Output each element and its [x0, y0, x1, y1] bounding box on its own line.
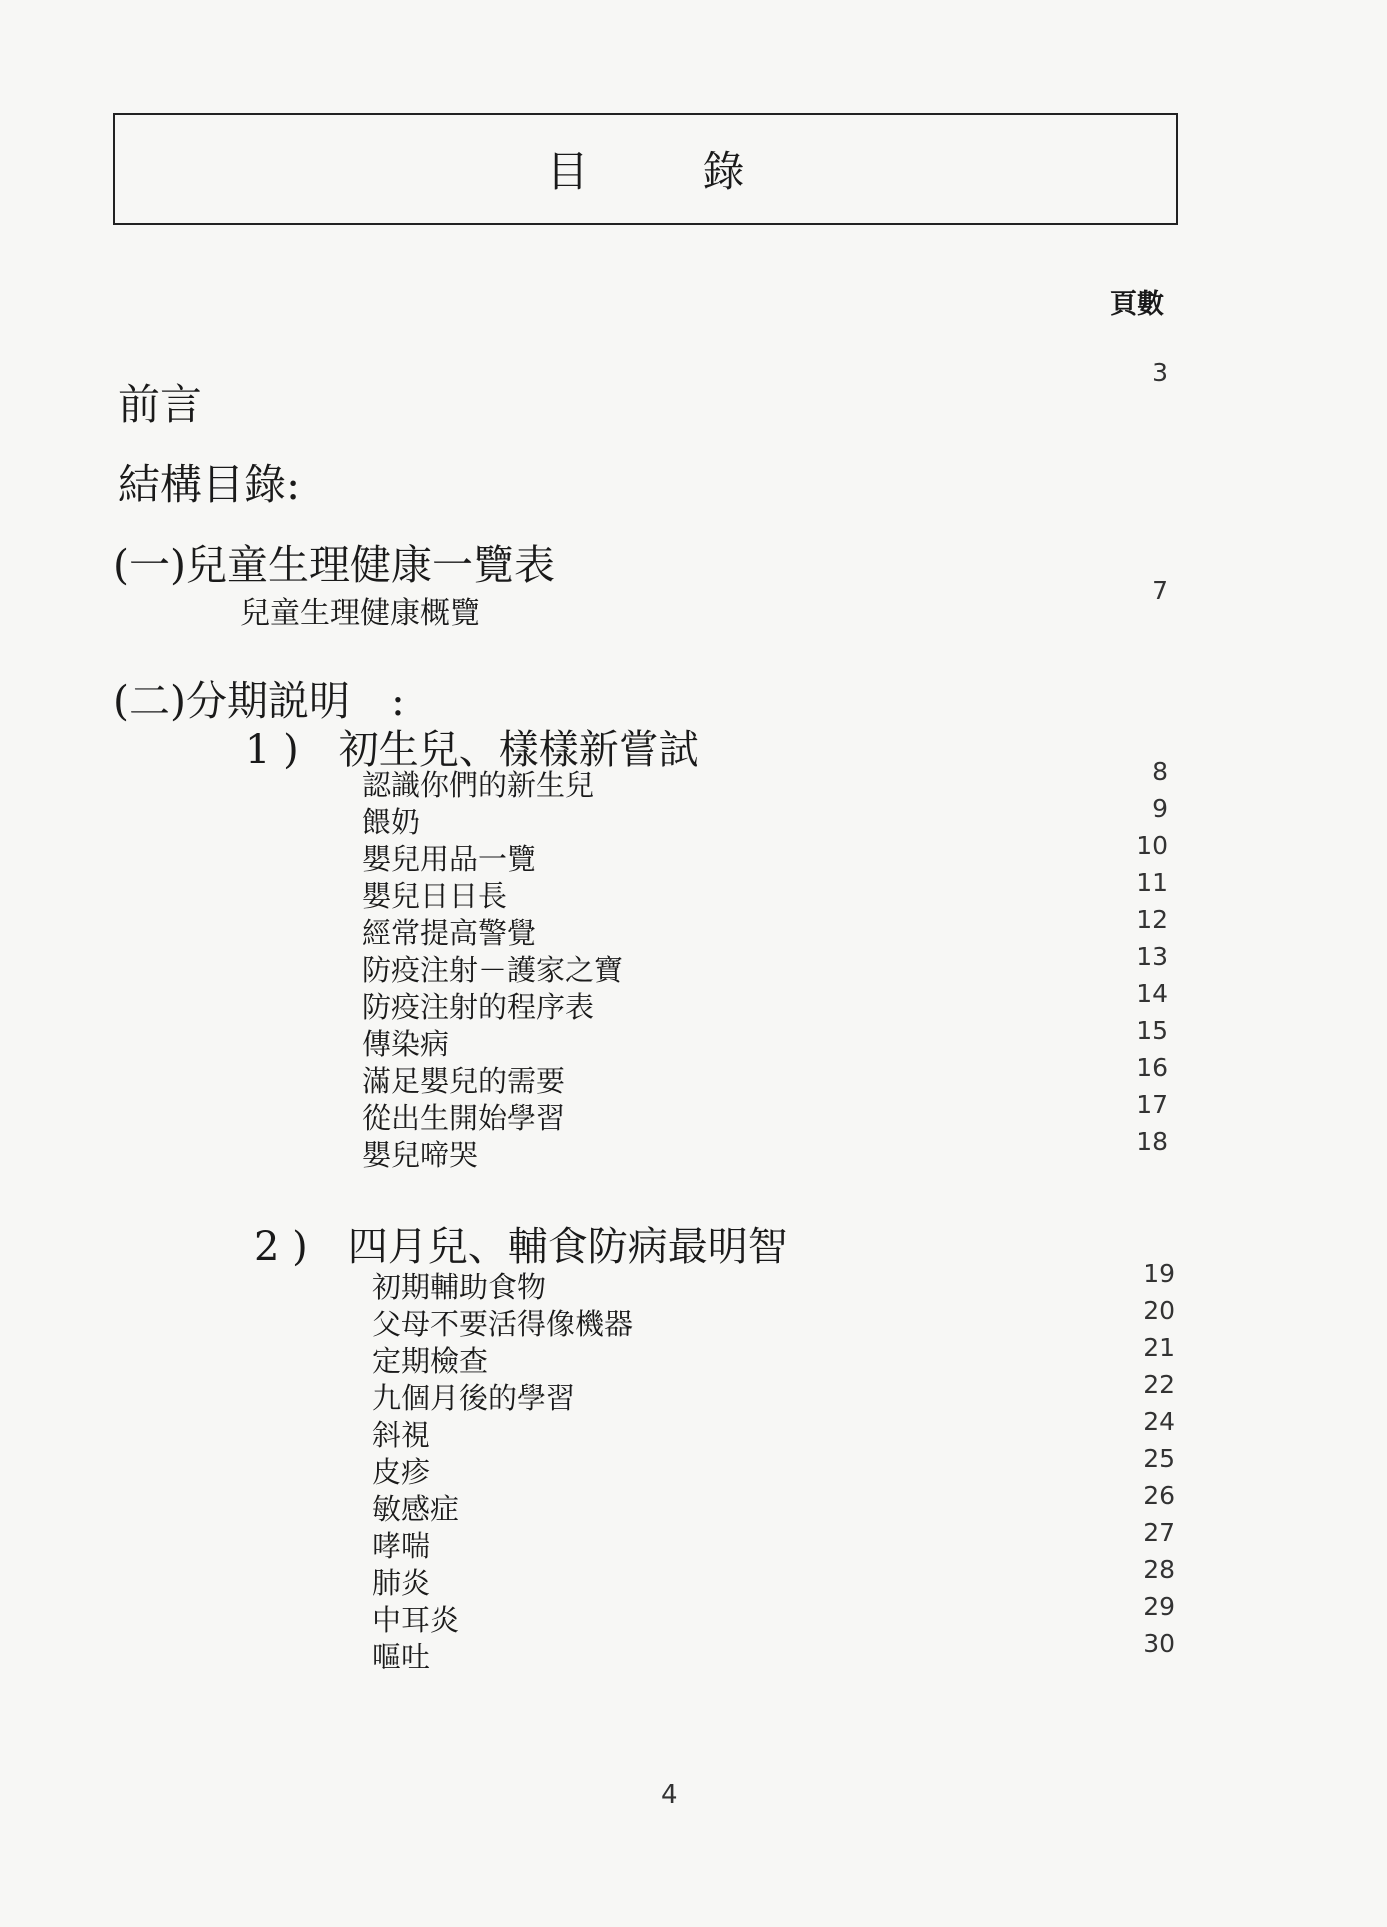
toc-item-label: 從出生開始學習 — [362, 1101, 566, 1135]
toc-item-label: 哮喘 — [372, 1529, 431, 1563]
section2-title: (二)分期説明 : — [113, 677, 405, 725]
toc-item-page: 27 — [1143, 1518, 1175, 1547]
toc-item-label: 定期檢查 — [372, 1344, 489, 1378]
toc-item-label: 認識你們的新生兒 — [362, 768, 595, 802]
toc-item-label: 嬰兒用品一覽 — [362, 842, 537, 876]
toc-item-page: 26 — [1143, 1481, 1175, 1510]
toc-item-label: 敏感症 — [372, 1492, 460, 1526]
part2-title: 2 ) 四月兒、輔食防病最明智 — [254, 1224, 788, 1270]
preface-page: 3 — [1152, 358, 1168, 387]
toc-item-page: 15 — [1136, 1016, 1168, 1045]
section1-item-page: 7 — [1152, 576, 1168, 605]
toc-item-page: 25 — [1143, 1444, 1175, 1473]
toc-item-label: 防疫注射－護家之寶 — [362, 953, 624, 987]
toc-item-page: 22 — [1143, 1370, 1175, 1399]
toc-item-label: 嘔吐 — [372, 1640, 431, 1674]
toc-item-page: 30 — [1143, 1629, 1175, 1658]
preface-label: 前言 — [118, 380, 203, 429]
toc-item-page: 11 — [1136, 868, 1168, 897]
toc-item-page: 29 — [1143, 1592, 1175, 1621]
toc-item-page: 28 — [1143, 1555, 1175, 1584]
toc-item-label: 中耳炎 — [372, 1603, 460, 1637]
toc-item-label: 九個月後的學習 — [372, 1381, 576, 1415]
toc-item-label: 皮疹 — [372, 1455, 431, 1489]
section1-title: (一)兒童生理健康一覽表 — [113, 541, 555, 589]
toc-item-page: 12 — [1136, 905, 1168, 934]
toc-item-page: 20 — [1143, 1296, 1175, 1325]
page-title: 目 錄 — [546, 147, 781, 196]
toc-item-label: 嬰兒啼哭 — [362, 1138, 479, 1172]
part1-title: 1 ) 初生兒、樣樣新嘗試 — [245, 727, 699, 773]
toc-item-label: 防疫注射的程序表 — [362, 990, 595, 1024]
toc-item-page: 19 — [1143, 1259, 1175, 1288]
title-box — [113, 113, 1178, 225]
toc-item-label: 傳染病 — [362, 1027, 450, 1061]
page-number: 4 — [661, 1780, 678, 1810]
pages-column-label: 頁數 — [1110, 289, 1164, 320]
toc-item-label: 餵奶 — [362, 805, 421, 839]
toc-item-page: 8 — [1152, 757, 1168, 786]
toc-item-label: 父母不要活得像機器 — [372, 1307, 634, 1341]
toc-item-label: 經常提高警覺 — [362, 916, 537, 950]
toc-item-page: 24 — [1143, 1407, 1175, 1436]
toc-item-page: 14 — [1136, 979, 1168, 1008]
toc-item-page: 21 — [1143, 1333, 1175, 1362]
toc-item-label: 嬰兒日日長 — [362, 879, 508, 913]
toc-item-page: 16 — [1136, 1053, 1168, 1082]
toc-item-page: 17 — [1136, 1090, 1168, 1119]
toc-item-page: 10 — [1136, 831, 1168, 860]
toc-item-page: 18 — [1136, 1127, 1168, 1156]
toc-item-label: 斜視 — [372, 1418, 431, 1452]
toc-item-page: 9 — [1152, 794, 1168, 823]
toc-item-label: 初期輔助食物 — [372, 1270, 547, 1304]
section1-item: 兒童生理健康概覽 — [240, 596, 480, 631]
toc-item-label: 滿足嬰兒的需要 — [362, 1064, 566, 1098]
toc-item-page: 13 — [1136, 942, 1168, 971]
toc-item-label: 肺炎 — [372, 1566, 431, 1600]
structure-label: 結構目錄: — [118, 460, 301, 509]
